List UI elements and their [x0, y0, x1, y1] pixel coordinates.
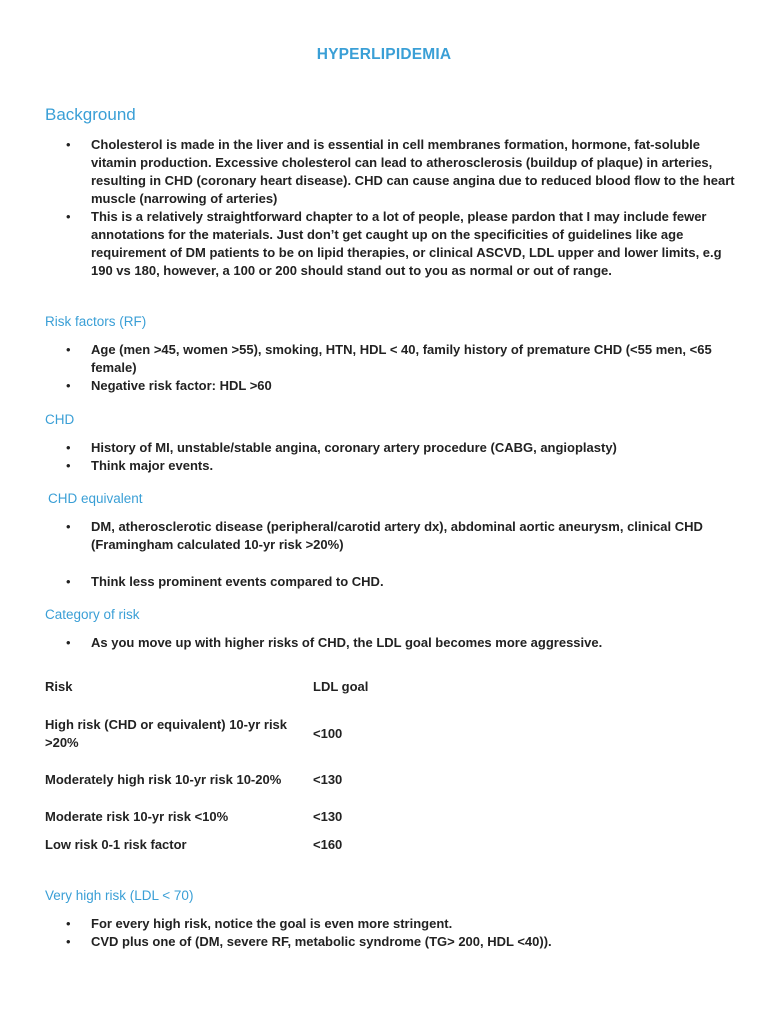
table-row [45, 762, 373, 798]
risk-table [45, 668, 373, 854]
chd-heading: CHD [45, 412, 75, 427]
chd-equivalent-list [45, 518, 735, 554]
table-cell-risk: High risk (CHD or equivalent) 10-yr risk >20% [45, 717, 288, 750]
table-cell-ldl-goal: <130 [313, 772, 343, 787]
chd-equivalent-heading: CHD equivalent [48, 491, 143, 506]
list-item: • This is a relatively straightforward chapter to a lot of people, please pardon that I may include fewer annotations for the materials. Just don’t get caught up on the specificities of guidelines like age requirement of DM patients to be on lipid therapies, or clinical ASCVD, LDL upper and lower limits, e.g 190 vs 180, however, a 100 or 200 should stand out to you as normal or out of range. [45, 208, 735, 280]
list-item: • As you move up with higher risks of CHD, the LDL goal becomes more aggressive. [45, 634, 735, 652]
table-cell-ldl-goal: <130 [313, 809, 343, 824]
risk-factors-heading: Risk factors (RF) [45, 314, 147, 329]
table-cell-ldl-goal: <100 [313, 726, 343, 741]
chd-equivalent-list-2 [45, 573, 735, 591]
list-item: • Negative risk factor: HDL >60 [45, 377, 735, 395]
category-of-risk-heading: Category of risk [45, 607, 140, 622]
page-title: HYPERLIPIDEMIA [316, 46, 452, 63]
table-header-risk: Risk [45, 679, 73, 694]
list-item: • Cholesterol is made in the liver and is essential in cell membranes formation, hormone, fat-soluble vitamin production. Excessive cholesterol can lead to atherosclerosis (buildup of plaque) in arteries, resulting in CHD (coronary heart disease). CHD can cause angina due to reduced blood flow to the heart muscle (narrowing of arteries) [45, 136, 735, 208]
table-cell-risk: Moderate risk 10-yr risk <10% [45, 809, 229, 824]
risk-factors-list [45, 341, 735, 395]
table-cell-risk: Moderately high risk 10-yr risk 10-20% [45, 772, 282, 787]
chd-list [45, 439, 735, 475]
background-list [45, 136, 735, 280]
list-item: • DM, atherosclerotic disease (peripheral/carotid artery dx), abdominal aortic aneurysm, clinical CHD (Framingham calculated 10-yr risk >20%) [45, 518, 735, 554]
list-item: • Think major events. [45, 457, 735, 475]
table-header-ldl-goal: LDL goal [313, 679, 369, 694]
list-item: • History of MI, unstable/stable angina, coronary artery procedure (CABG, angioplasty) [45, 439, 735, 457]
very-high-risk-list [45, 915, 735, 951]
table-header-row [45, 668, 373, 706]
very-high-risk-heading: Very high risk (LDL < 70) [45, 888, 194, 903]
list-item: • For every high risk, notice the goal is even more stringent. [45, 915, 735, 933]
list-item: • Age (men >45, women >55), smoking, HTN, HDL < 40, family history of premature CHD (<55 men, <65 female) [45, 341, 735, 377]
table-row [45, 836, 373, 854]
background-heading: Background [45, 105, 136, 124]
table-row [45, 808, 373, 826]
list-item: • Think less prominent events compared to CHD. [45, 573, 735, 591]
table-row [45, 716, 373, 752]
list-item: • CVD plus one of (DM, severe RF, metabolic syndrome (TG> 200, HDL <40)). [45, 933, 735, 951]
table-cell-risk: Low risk 0-1 risk factor [45, 837, 187, 852]
table-cell-ldl-goal: <160 [313, 837, 343, 852]
category-of-risk-list [45, 634, 735, 652]
